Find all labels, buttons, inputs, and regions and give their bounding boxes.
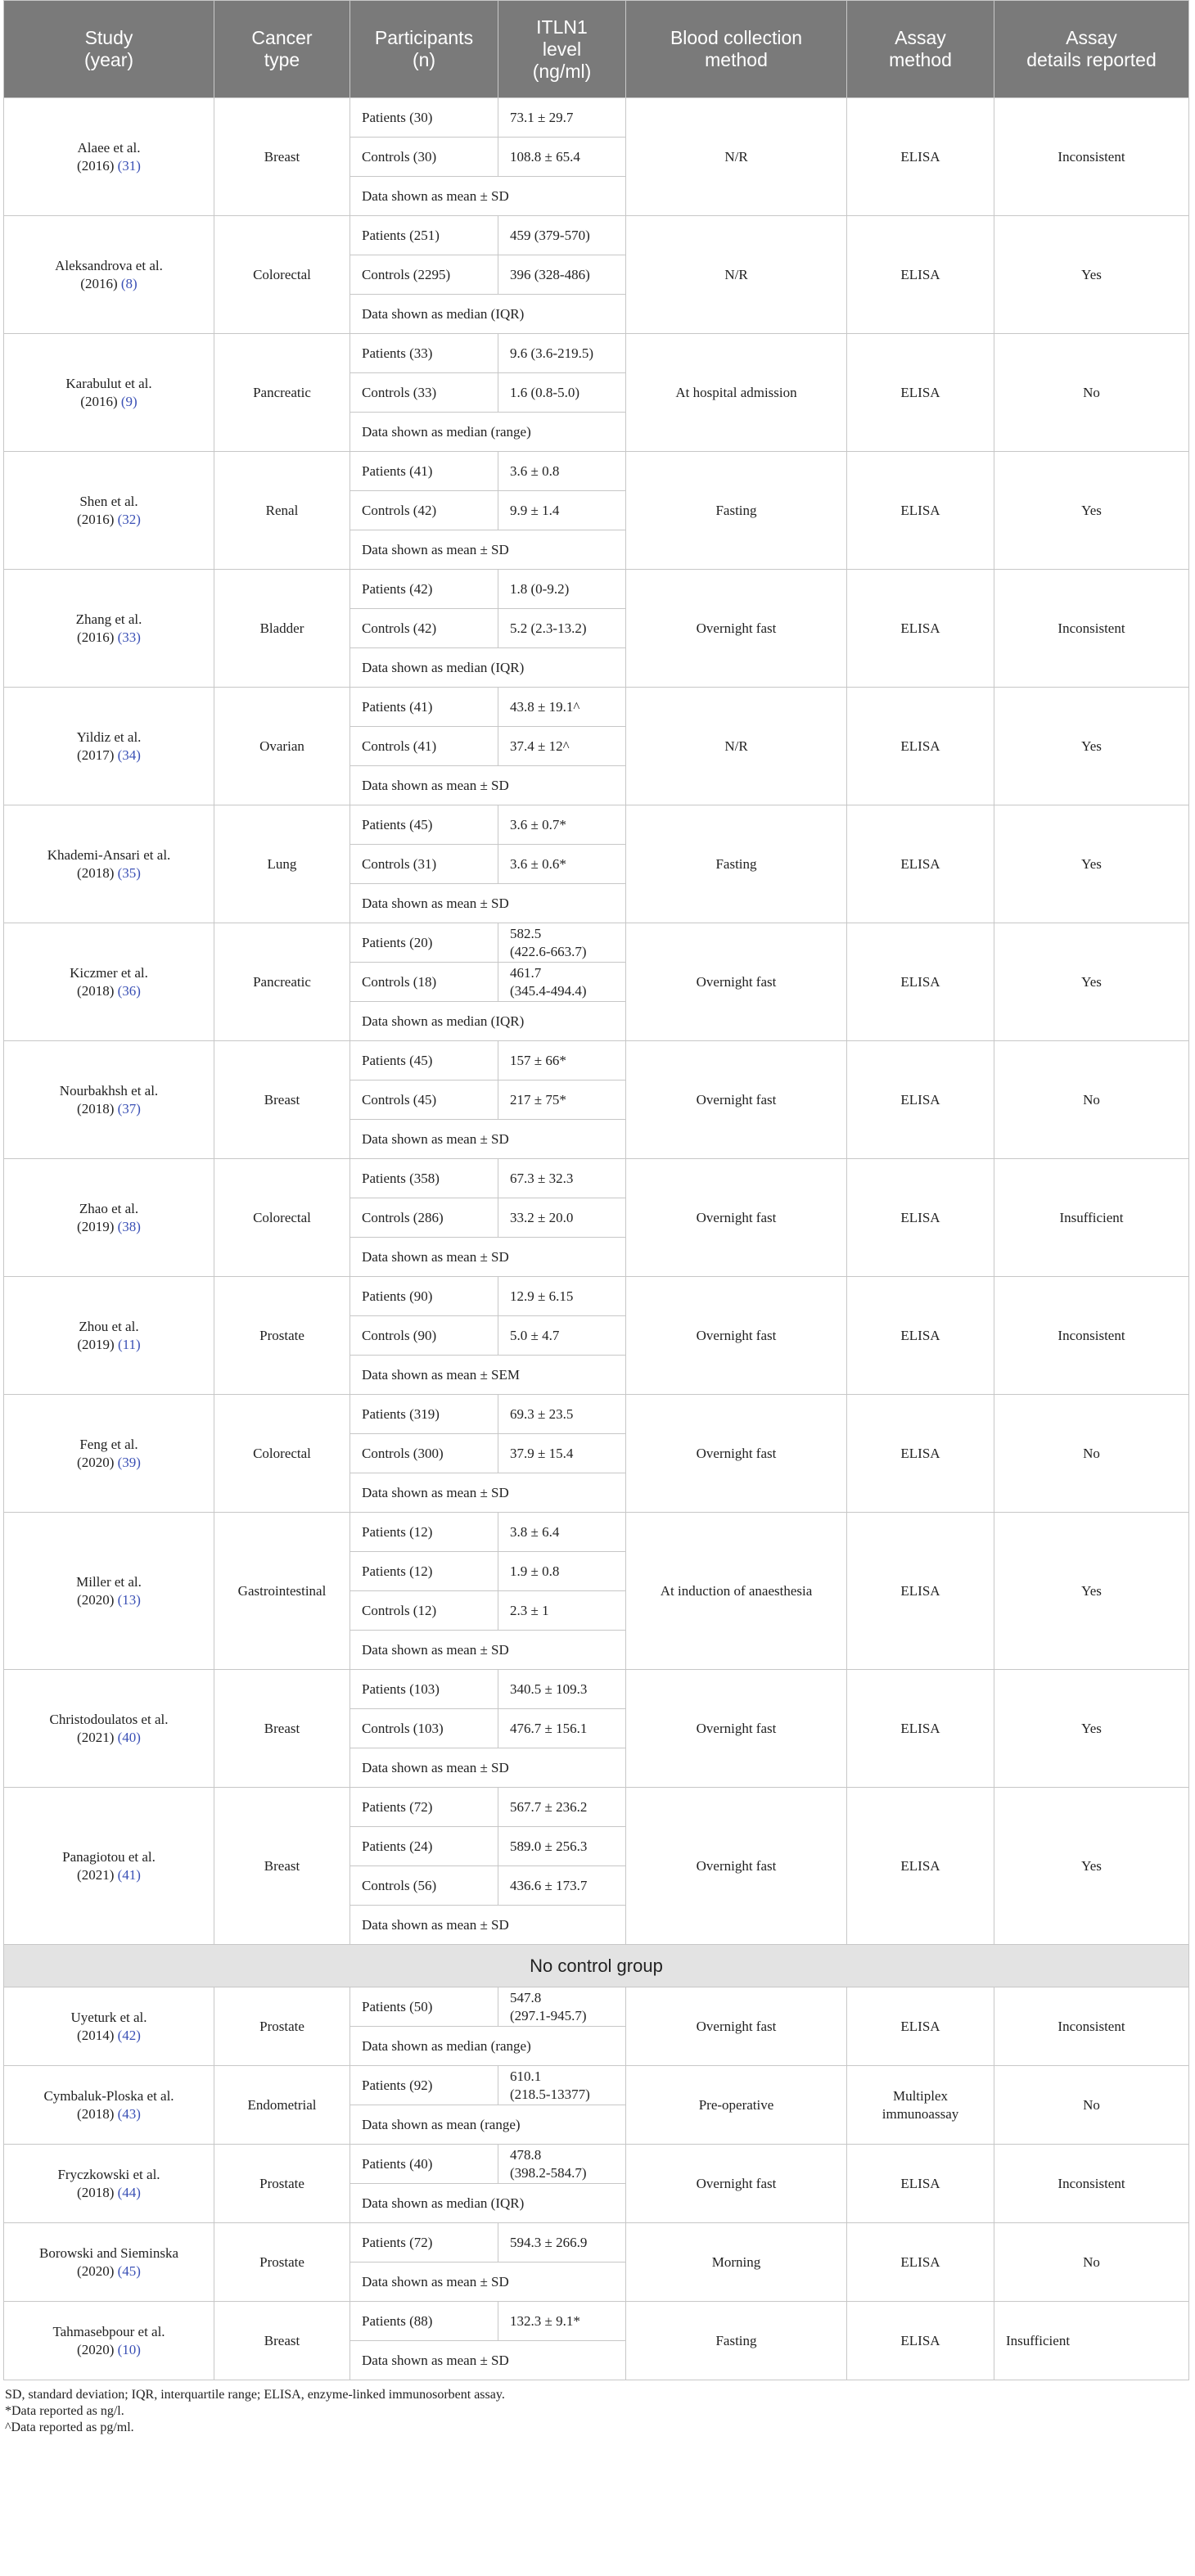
participants-cell: Controls (31) xyxy=(350,845,498,884)
assay-details-cell: Inconsistent xyxy=(994,1277,1189,1395)
participants-cell: Patients (40) xyxy=(350,2145,498,2184)
study-year: (2014) xyxy=(77,2027,115,2043)
participants-cell: Patients (92) xyxy=(350,2066,498,2105)
itln1-level-cell: 1.9 ± 0.8 xyxy=(498,1552,626,1591)
footnote-ng-per-l: *Data reported as ng/l. xyxy=(5,2404,124,2418)
study-cell xyxy=(4,688,214,805)
header-assay-method: Assay method xyxy=(847,1,994,98)
itln1-level-cell: 3.8 ± 6.4 xyxy=(498,1513,626,1552)
cancer-type-cell: Gastrointestinal xyxy=(214,1513,350,1670)
blood-collection-cell: Overnight fast xyxy=(626,1041,847,1159)
table-row xyxy=(4,1277,1189,1316)
itln1-level-cell: 396 (328-486) xyxy=(498,255,626,295)
participants-cell: Patients (103) xyxy=(350,1670,498,1709)
participants-cell: Controls (12) xyxy=(350,1591,498,1631)
study-reference: (31) xyxy=(117,157,141,174)
study-author: Aleksandrova et al. xyxy=(55,257,163,273)
study-author: Alaee et al. xyxy=(77,139,141,156)
assay-method-cell: ELISA xyxy=(847,1788,994,1945)
study-author: Borowski and Sieminska xyxy=(39,2244,178,2261)
data-statistic-cell: Data shown as mean ± SD xyxy=(350,177,626,216)
assay-method-cell: ELISA xyxy=(847,1277,994,1395)
assay-details-cell: Yes xyxy=(994,452,1189,570)
study-cell xyxy=(4,98,214,216)
cancer-type-cell: Pancreatic xyxy=(214,923,350,1041)
study-author: Zhou et al. xyxy=(79,1318,139,1334)
cancer-type-cell: Breast xyxy=(214,1788,350,1945)
assay-method-cell: ELISA xyxy=(847,452,994,570)
study-year: (2018) xyxy=(77,1100,115,1117)
participants-cell: Patients (30) xyxy=(350,98,498,138)
header-itln1-level: ITLN1 level (ng/ml) xyxy=(498,1,626,98)
itln1-level-cell: 73.1 ± 29.7 xyxy=(498,98,626,138)
itln1-level-cell: 1.8 (0-9.2) xyxy=(498,570,626,609)
data-statistic-cell: Data shown as mean ± SD xyxy=(350,1906,626,1945)
blood-collection-cell: Fasting xyxy=(626,805,847,923)
study-cell xyxy=(4,334,214,452)
study-cell xyxy=(4,2223,214,2302)
cancer-type-cell: Breast xyxy=(214,2302,350,2380)
data-statistic-cell: Data shown as mean (range) xyxy=(350,2105,626,2145)
assay-details-cell: Inconsistent xyxy=(994,98,1189,216)
cancer-type-cell: Breast xyxy=(214,1041,350,1159)
table-container xyxy=(3,0,1188,2436)
table-row xyxy=(4,1395,1189,1434)
study-reference: (41) xyxy=(117,1866,141,1883)
cancer-type-cell: Ovarian xyxy=(214,688,350,805)
study-reference: (33) xyxy=(117,629,141,645)
blood-collection-cell: Overnight fast xyxy=(626,570,847,688)
study-cell xyxy=(4,1513,214,1670)
study-cell xyxy=(4,2066,214,2145)
table-row xyxy=(4,923,1189,963)
participants-cell: Controls (286) xyxy=(350,1198,498,1238)
blood-collection-cell: Overnight fast xyxy=(626,1159,847,1277)
blood-collection-cell: Pre-operative xyxy=(626,2066,847,2145)
assay-details-cell: No xyxy=(994,2223,1189,2302)
study-year: (2021) xyxy=(77,1729,115,1745)
participants-cell: Patients (72) xyxy=(350,1788,498,1827)
study-year: (2020) xyxy=(77,1591,115,1608)
study-cell xyxy=(4,452,214,570)
blood-collection-cell: N/R xyxy=(626,98,847,216)
cancer-type-cell: Renal xyxy=(214,452,350,570)
data-statistic-cell: Data shown as median (range) xyxy=(350,413,626,452)
cancer-type-cell: Breast xyxy=(214,98,350,216)
assay-method-cell: ELISA xyxy=(847,2223,994,2302)
assay-method-cell: ELISA xyxy=(847,805,994,923)
study-reference: (8) xyxy=(120,275,138,291)
participants-cell: Patients (12) xyxy=(350,1513,498,1552)
itln1-level-cell: 3.6 ± 0.8 xyxy=(498,452,626,491)
data-statistic-cell: Data shown as mean ± SD xyxy=(350,1473,626,1513)
blood-collection-cell: Fasting xyxy=(626,452,847,570)
itln1-level-cell: 9.9 ± 1.4 xyxy=(498,491,626,530)
table-row xyxy=(4,98,1189,138)
participants-cell: Controls (30) xyxy=(350,138,498,177)
study-reference: (44) xyxy=(117,2184,141,2200)
footnote-pg-per-ml: ^Data reported as pg/ml. xyxy=(5,2420,134,2434)
study-author: Feng et al. xyxy=(79,1436,138,1452)
participants-cell: Patients (42) xyxy=(350,570,498,609)
study-reference: (35) xyxy=(117,864,141,881)
study-cell xyxy=(4,923,214,1041)
study-reference: (39) xyxy=(117,1454,141,1470)
itln1-level-cell: 567.7 ± 236.2 xyxy=(498,1788,626,1827)
table-row xyxy=(4,688,1189,727)
assay-details-cell: Yes xyxy=(994,1670,1189,1788)
data-statistic-cell: Data shown as median (IQR) xyxy=(350,2184,626,2223)
assay-details-cell: Yes xyxy=(994,1513,1189,1670)
study-author: Karabulut et al. xyxy=(65,375,152,391)
participants-cell: Controls (42) xyxy=(350,609,498,648)
assay-method-cell: ELISA xyxy=(847,570,994,688)
blood-collection-cell: N/R xyxy=(626,216,847,334)
participants-cell: Patients (90) xyxy=(350,1277,498,1316)
data-statistic-cell: Data shown as mean ± SD xyxy=(350,1120,626,1159)
study-cell xyxy=(4,1395,214,1513)
assay-details-cell: No xyxy=(994,1395,1189,1513)
table-row xyxy=(4,2066,1189,2105)
participants-cell: Patients (45) xyxy=(350,805,498,845)
assay-method-cell: ELISA xyxy=(847,1987,994,2066)
study-year: (2018) xyxy=(77,2184,115,2200)
participants-cell: Patients (33) xyxy=(350,334,498,373)
itln1-level-cell: 2.3 ± 1 xyxy=(498,1591,626,1631)
assay-details-cell: Yes xyxy=(994,923,1189,1041)
itln1-level-cell: 12.9 ± 6.15 xyxy=(498,1277,626,1316)
data-statistic-cell: Data shown as mean ± SD xyxy=(350,2262,626,2302)
participants-cell: Controls (41) xyxy=(350,727,498,766)
blood-collection-cell: At induction of anaesthesia xyxy=(626,1513,847,1670)
participants-cell: Controls (2295) xyxy=(350,255,498,295)
blood-collection-cell: N/R xyxy=(626,688,847,805)
assay-method-cell: ELISA xyxy=(847,2302,994,2380)
study-reference: (37) xyxy=(117,1100,141,1117)
study-cell xyxy=(4,1670,214,1788)
assay-method-cell: ELISA xyxy=(847,1159,994,1277)
study-year: (2018) xyxy=(77,982,115,999)
participants-cell: Patients (72) xyxy=(350,2223,498,2262)
itln1-level-cell: 436.6 ± 173.7 xyxy=(498,1866,626,1906)
table-row xyxy=(4,1670,1189,1709)
study-author: Christodoulatos et al. xyxy=(49,1711,169,1727)
study-cell xyxy=(4,2302,214,2380)
study-cell xyxy=(4,1788,214,1945)
table-row xyxy=(4,1513,1189,1552)
participants-cell: Patients (45) xyxy=(350,1041,498,1080)
study-author: Uyeturk et al. xyxy=(70,2009,147,2025)
itln1-level-cell: 67.3 ± 32.3 xyxy=(498,1159,626,1198)
cancer-type-cell: Prostate xyxy=(214,1277,350,1395)
study-reference: (45) xyxy=(117,2262,141,2279)
blood-collection-cell: Overnight fast xyxy=(626,1788,847,1945)
subheader-row xyxy=(4,1945,1189,1987)
study-year: (2018) xyxy=(77,864,115,881)
data-statistic-cell: Data shown as mean ± SD xyxy=(350,884,626,923)
study-cell xyxy=(4,1041,214,1159)
assay-details-cell: Inconsistent xyxy=(994,570,1189,688)
study-year: (2016) xyxy=(80,275,118,291)
data-statistic-cell: Data shown as median (IQR) xyxy=(350,295,626,334)
table-body xyxy=(4,98,1189,2380)
participants-cell: Patients (88) xyxy=(350,2302,498,2341)
study-author: Zhao et al. xyxy=(79,1200,139,1216)
table-row xyxy=(4,805,1189,845)
itln1-studies-table xyxy=(3,0,1189,2380)
data-statistic-cell: Data shown as median (IQR) xyxy=(350,1002,626,1041)
participants-cell: Controls (42) xyxy=(350,491,498,530)
assay-method-cell: ELISA xyxy=(847,923,994,1041)
blood-collection-cell: Overnight fast xyxy=(626,1395,847,1513)
participants-cell: Patients (12) xyxy=(350,1552,498,1591)
cancer-type-cell: Colorectal xyxy=(214,1159,350,1277)
participants-cell: Patients (20) xyxy=(350,923,498,963)
assay-details-cell: No xyxy=(994,334,1189,452)
assay-method-cell: ELISA xyxy=(847,334,994,452)
itln1-level-cell: 157 ± 66* xyxy=(498,1041,626,1080)
study-reference: (9) xyxy=(120,393,138,409)
cancer-type-cell: Prostate xyxy=(214,1987,350,2066)
study-reference: (38) xyxy=(117,1218,141,1234)
blood-collection-cell: Overnight fast xyxy=(626,1277,847,1395)
study-cell xyxy=(4,1277,214,1395)
participants-cell: Patients (358) xyxy=(350,1159,498,1198)
assay-details-cell: Yes xyxy=(994,216,1189,334)
header-blood-collection: Blood collection method xyxy=(626,1,847,98)
cancer-type-cell: Prostate xyxy=(214,2223,350,2302)
table-row xyxy=(4,1788,1189,1827)
blood-collection-cell: Overnight fast xyxy=(626,1670,847,1788)
footnote-abbreviations: SD, standard deviation; IQR, interquartile range; ELISA, enzyme-linked immunosorbent assay. xyxy=(5,2388,505,2402)
table-row xyxy=(4,216,1189,255)
data-statistic-cell: Data shown as mean ± SD xyxy=(350,1748,626,1788)
study-reference: (40) xyxy=(117,1729,141,1745)
cancer-type-cell: Bladder xyxy=(214,570,350,688)
study-author: Fryczkowski et al. xyxy=(57,2166,160,2182)
itln1-level-cell: 69.3 ± 23.5 xyxy=(498,1395,626,1434)
blood-collection-cell: At hospital admission xyxy=(626,334,847,452)
study-reference: (32) xyxy=(117,511,141,527)
participants-cell: Controls (300) xyxy=(350,1434,498,1473)
assay-details-cell: Yes xyxy=(994,1788,1189,1945)
header-assay-details: Assay details reported xyxy=(994,1,1189,98)
table-row xyxy=(4,1987,1189,2027)
table-row xyxy=(4,570,1189,609)
study-author: Zhang et al. xyxy=(75,611,142,627)
study-author: Kiczmer et al. xyxy=(70,964,148,981)
data-statistic-cell: Data shown as mean ± SD xyxy=(350,766,626,805)
itln1-level-cell: 217 ± 75* xyxy=(498,1080,626,1120)
cancer-type-cell: Colorectal xyxy=(214,216,350,334)
assay-method-cell: Multiplex immunoassay xyxy=(847,2066,994,2145)
cancer-type-cell: Endometrial xyxy=(214,2066,350,2145)
itln1-level-cell: 33.2 ± 20.0 xyxy=(498,1198,626,1238)
study-year: (2021) xyxy=(77,1866,115,1883)
blood-collection-cell: Overnight fast xyxy=(626,923,847,1041)
assay-details-cell: No xyxy=(994,2066,1189,2145)
cancer-type-cell: Colorectal xyxy=(214,1395,350,1513)
assay-details-cell: Yes xyxy=(994,805,1189,923)
study-cell xyxy=(4,805,214,923)
study-cell xyxy=(4,1987,214,2066)
cancer-type-cell: Breast xyxy=(214,1670,350,1788)
study-reference: (42) xyxy=(117,2027,141,2043)
assay-details-cell: Insufficient xyxy=(994,1159,1189,1277)
assay-method-cell: ELISA xyxy=(847,2145,994,2223)
assay-details-cell: No xyxy=(994,1041,1189,1159)
participants-cell: Controls (45) xyxy=(350,1080,498,1120)
study-cell xyxy=(4,2145,214,2223)
itln1-level-cell: 5.0 ± 4.7 xyxy=(498,1316,626,1356)
blood-collection-cell: Morning xyxy=(626,2223,847,2302)
itln1-level-cell: 340.5 ± 109.3 xyxy=(498,1670,626,1709)
participants-cell: Controls (18) xyxy=(350,963,498,1002)
study-author: Miller et al. xyxy=(76,1573,142,1590)
itln1-level-cell: 9.6 (3.6-219.5) xyxy=(498,334,626,373)
study-year: (2020) xyxy=(77,1454,115,1470)
header-study: Study (year) xyxy=(4,1,214,98)
table-row xyxy=(4,2145,1189,2184)
study-year: (2016) xyxy=(77,157,115,174)
itln1-level-cell: 3.6 ± 0.6* xyxy=(498,845,626,884)
study-reference: (11) xyxy=(117,1336,141,1352)
participants-cell: Controls (33) xyxy=(350,373,498,413)
study-reference: (43) xyxy=(117,2105,141,2122)
data-statistic-cell: Data shown as median (IQR) xyxy=(350,648,626,688)
assay-method-cell: ELISA xyxy=(847,1513,994,1670)
study-reference: (10) xyxy=(117,2341,141,2357)
study-cell xyxy=(4,1159,214,1277)
data-statistic-cell: Data shown as mean ± SD xyxy=(350,530,626,570)
study-year: (2019) xyxy=(77,1336,115,1352)
study-year: (2020) xyxy=(77,2341,115,2357)
itln1-level-cell: 547.8 (297.1-945.7) xyxy=(498,1987,626,2027)
participants-cell: Controls (103) xyxy=(350,1709,498,1748)
itln1-level-cell: 594.3 ± 266.9 xyxy=(498,2223,626,2262)
assay-method-cell: ELISA xyxy=(847,98,994,216)
itln1-level-cell: 5.2 (2.3-13.2) xyxy=(498,609,626,648)
assay-details-cell: Yes xyxy=(994,688,1189,805)
study-author: Khademi-Ansari et al. xyxy=(47,846,171,863)
study-author: Yildiz et al. xyxy=(76,729,142,745)
participants-cell: Patients (24) xyxy=(350,1827,498,1866)
study-author: Nourbakhsh et al. xyxy=(59,1082,159,1099)
data-statistic-cell: Data shown as median (range) xyxy=(350,2027,626,2066)
assay-method-cell: ELISA xyxy=(847,1395,994,1513)
data-statistic-cell: Data shown as mean ± SD xyxy=(350,2341,626,2380)
data-statistic-cell: Data shown as mean ± SD xyxy=(350,1631,626,1670)
itln1-level-cell: 610.1 (218.5-13377) xyxy=(498,2066,626,2105)
header-cancer-type: Cancer type xyxy=(214,1,350,98)
itln1-level-cell: 108.8 ± 65.4 xyxy=(498,138,626,177)
itln1-level-cell: 132.3 ± 9.1* xyxy=(498,2302,626,2341)
assay-method-cell: ELISA xyxy=(847,216,994,334)
participants-cell: Patients (319) xyxy=(350,1395,498,1434)
study-year: (2020) xyxy=(77,2262,115,2279)
table-row xyxy=(4,452,1189,491)
participants-cell: Patients (50) xyxy=(350,1987,498,2027)
cancer-type-cell: Prostate xyxy=(214,2145,350,2223)
header-row xyxy=(4,1,1189,98)
itln1-level-cell: 589.0 ± 256.3 xyxy=(498,1827,626,1866)
assay-details-cell: Inconsistent xyxy=(994,2145,1189,2223)
assay-details-cell: Insufficient xyxy=(994,2302,1189,2380)
footnotes xyxy=(3,2387,1188,2436)
study-year: (2016) xyxy=(77,511,115,527)
participants-cell: Patients (41) xyxy=(350,452,498,491)
data-statistic-cell: Data shown as mean ± SD xyxy=(350,1238,626,1277)
cancer-type-cell: Pancreatic xyxy=(214,334,350,452)
participants-cell: Controls (90) xyxy=(350,1316,498,1356)
table-row xyxy=(4,2223,1189,2262)
study-author: Tahmasebpour et al. xyxy=(52,2323,165,2339)
assay-method-cell: ELISA xyxy=(847,1041,994,1159)
study-cell xyxy=(4,216,214,334)
study-author: Panagiotou et al. xyxy=(62,1848,156,1865)
assay-details-cell: Inconsistent xyxy=(994,1987,1189,2066)
study-author: Shen et al. xyxy=(79,493,138,509)
itln1-level-cell: 1.6 (0.8-5.0) xyxy=(498,373,626,413)
table-row xyxy=(4,1041,1189,1080)
participants-cell: Patients (251) xyxy=(350,216,498,255)
itln1-level-cell: 582.5 (422.6-663.7) xyxy=(498,923,626,963)
study-year: (2017) xyxy=(77,747,115,763)
participants-cell: Patients (41) xyxy=(350,688,498,727)
data-statistic-cell: Data shown as mean ± SEM xyxy=(350,1356,626,1395)
no-control-group-heading: No control group xyxy=(4,1945,1189,1987)
itln1-level-cell: 37.9 ± 15.4 xyxy=(498,1434,626,1473)
itln1-level-cell: 476.7 ± 156.1 xyxy=(498,1709,626,1748)
table-row xyxy=(4,334,1189,373)
study-year: (2016) xyxy=(80,393,118,409)
study-year: (2016) xyxy=(77,629,115,645)
itln1-level-cell: 461.7 (345.4-494.4) xyxy=(498,963,626,1002)
assay-method-cell: ELISA xyxy=(847,1670,994,1788)
table-row xyxy=(4,1159,1189,1198)
itln1-level-cell: 37.4 ± 12^ xyxy=(498,727,626,766)
cancer-type-cell: Lung xyxy=(214,805,350,923)
table-row xyxy=(4,2302,1189,2341)
blood-collection-cell: Fasting xyxy=(626,2302,847,2380)
blood-collection-cell: Overnight fast xyxy=(626,1987,847,2066)
study-year: (2018) xyxy=(77,2105,115,2122)
study-year: (2019) xyxy=(77,1218,115,1234)
study-author: Cymbaluk-Ploska et al. xyxy=(43,2087,174,2104)
study-reference: (13) xyxy=(117,1591,141,1608)
study-cell xyxy=(4,570,214,688)
participants-cell: Controls (56) xyxy=(350,1866,498,1906)
assay-method-cell: ELISA xyxy=(847,688,994,805)
itln1-level-cell: 459 (379-570) xyxy=(498,216,626,255)
itln1-level-cell: 478.8 (398.2-584.7) xyxy=(498,2145,626,2184)
study-reference: (34) xyxy=(117,747,141,763)
blood-collection-cell: Overnight fast xyxy=(626,2145,847,2223)
itln1-level-cell: 43.8 ± 19.1^ xyxy=(498,688,626,727)
study-reference: (36) xyxy=(117,982,141,999)
header-participants: Participants (n) xyxy=(350,1,498,98)
itln1-level-cell: 3.6 ± 0.7* xyxy=(498,805,626,845)
